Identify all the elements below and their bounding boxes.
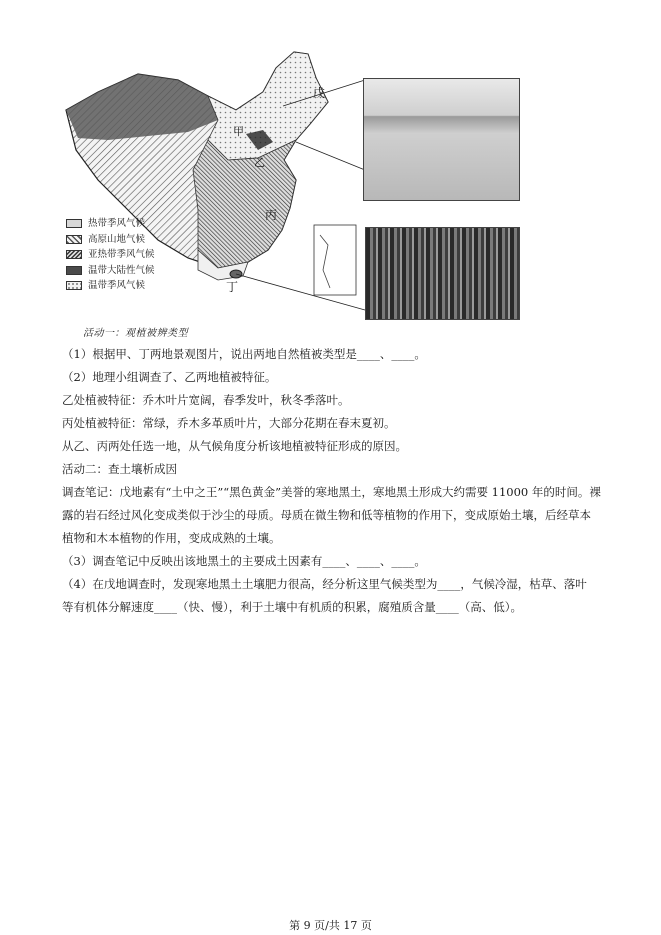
text-line: 丙处植被特征：常绿，乔木多革质叶片，大部分花期在春末夏初。 (62, 416, 396, 430)
text-line: （4）在戊地调查时，发现寒地黑土土壤肥力很高，经分析这里气候类型为____，气候冷湿，枯草、落叶 (62, 577, 587, 591)
map-label-ding: 丁 (226, 280, 239, 294)
legend-item (66, 278, 155, 294)
legend-label: 温带大陆性气候 (88, 264, 155, 276)
map-label-wu: 戊 (313, 86, 326, 100)
legend-item (66, 247, 155, 263)
text-line: 调查笔记：戊地素有“土中之王”“黑色黄金”美誉的寒地黑土，寒地黑土形成大约需要 11000 年的时间。裸 (62, 485, 601, 499)
landscape-photo-rainforest (365, 227, 520, 320)
climate-map-figure (58, 40, 520, 320)
legend-item (66, 263, 155, 279)
legend-item (66, 232, 155, 248)
page-footer: 第 9 页/共 17 页 (289, 919, 372, 932)
text-line: 从乙、丙两处任选一地，从气候角度分析该地植被特征形成的原因。 (62, 439, 407, 453)
swatch-temperate-continental (66, 266, 82, 275)
text-line: 露的岩石经过风化变成类似于沙尘的母质。母质在微生物和低等植物的作用下，变成原始土壤，后经草本 (62, 508, 591, 522)
text-line: （2）地理小组调查了、乙两地植被特征。 (62, 370, 277, 384)
legend-label: 温带季风气候 (88, 280, 146, 291)
text-line: 活动二：查土壤析成因 (62, 462, 177, 476)
text-line: （3）调查笔记中反映出该地黑土的主要成土因素有____、____、____。 (62, 554, 426, 568)
activity-one-caption: 活动一：观植被辨类型 (83, 328, 188, 339)
text-line: 乙处植被特征：乔木叶片宽阔，春季发叶，秋冬季落叶。 (62, 393, 350, 407)
swatch-tropical-monsoon (66, 219, 82, 228)
map-label-yi: 乙 (254, 156, 265, 169)
text-line: 植物和木本植物的作用，变成成熟的土壤。 (62, 531, 281, 545)
map-label-jia: 甲 (233, 125, 244, 138)
map-label-bing: 丙 (265, 208, 278, 222)
legend-label: 高原山地气候 (88, 233, 146, 245)
text-line: 等有机体分解速度____（快、慢），利于土壤中有机质的积累，腐殖质含量____（高、低）。 (62, 600, 522, 614)
swatch-highland (66, 235, 82, 244)
legend-label: 亚热带季风气候 (88, 249, 155, 260)
map-legend (66, 216, 155, 294)
legend-item (66, 216, 155, 232)
swatch-temperate-monsoon (66, 281, 82, 290)
question-text (62, 343, 607, 619)
legend-label: 热带季风气候 (88, 218, 146, 229)
swatch-subtropical-monsoon (66, 250, 82, 259)
text-line: （1）根据甲、丁两地景观图片，说出两地自然植被类型是____、____。 (62, 347, 426, 361)
landscape-photo-grassland (363, 78, 520, 201)
